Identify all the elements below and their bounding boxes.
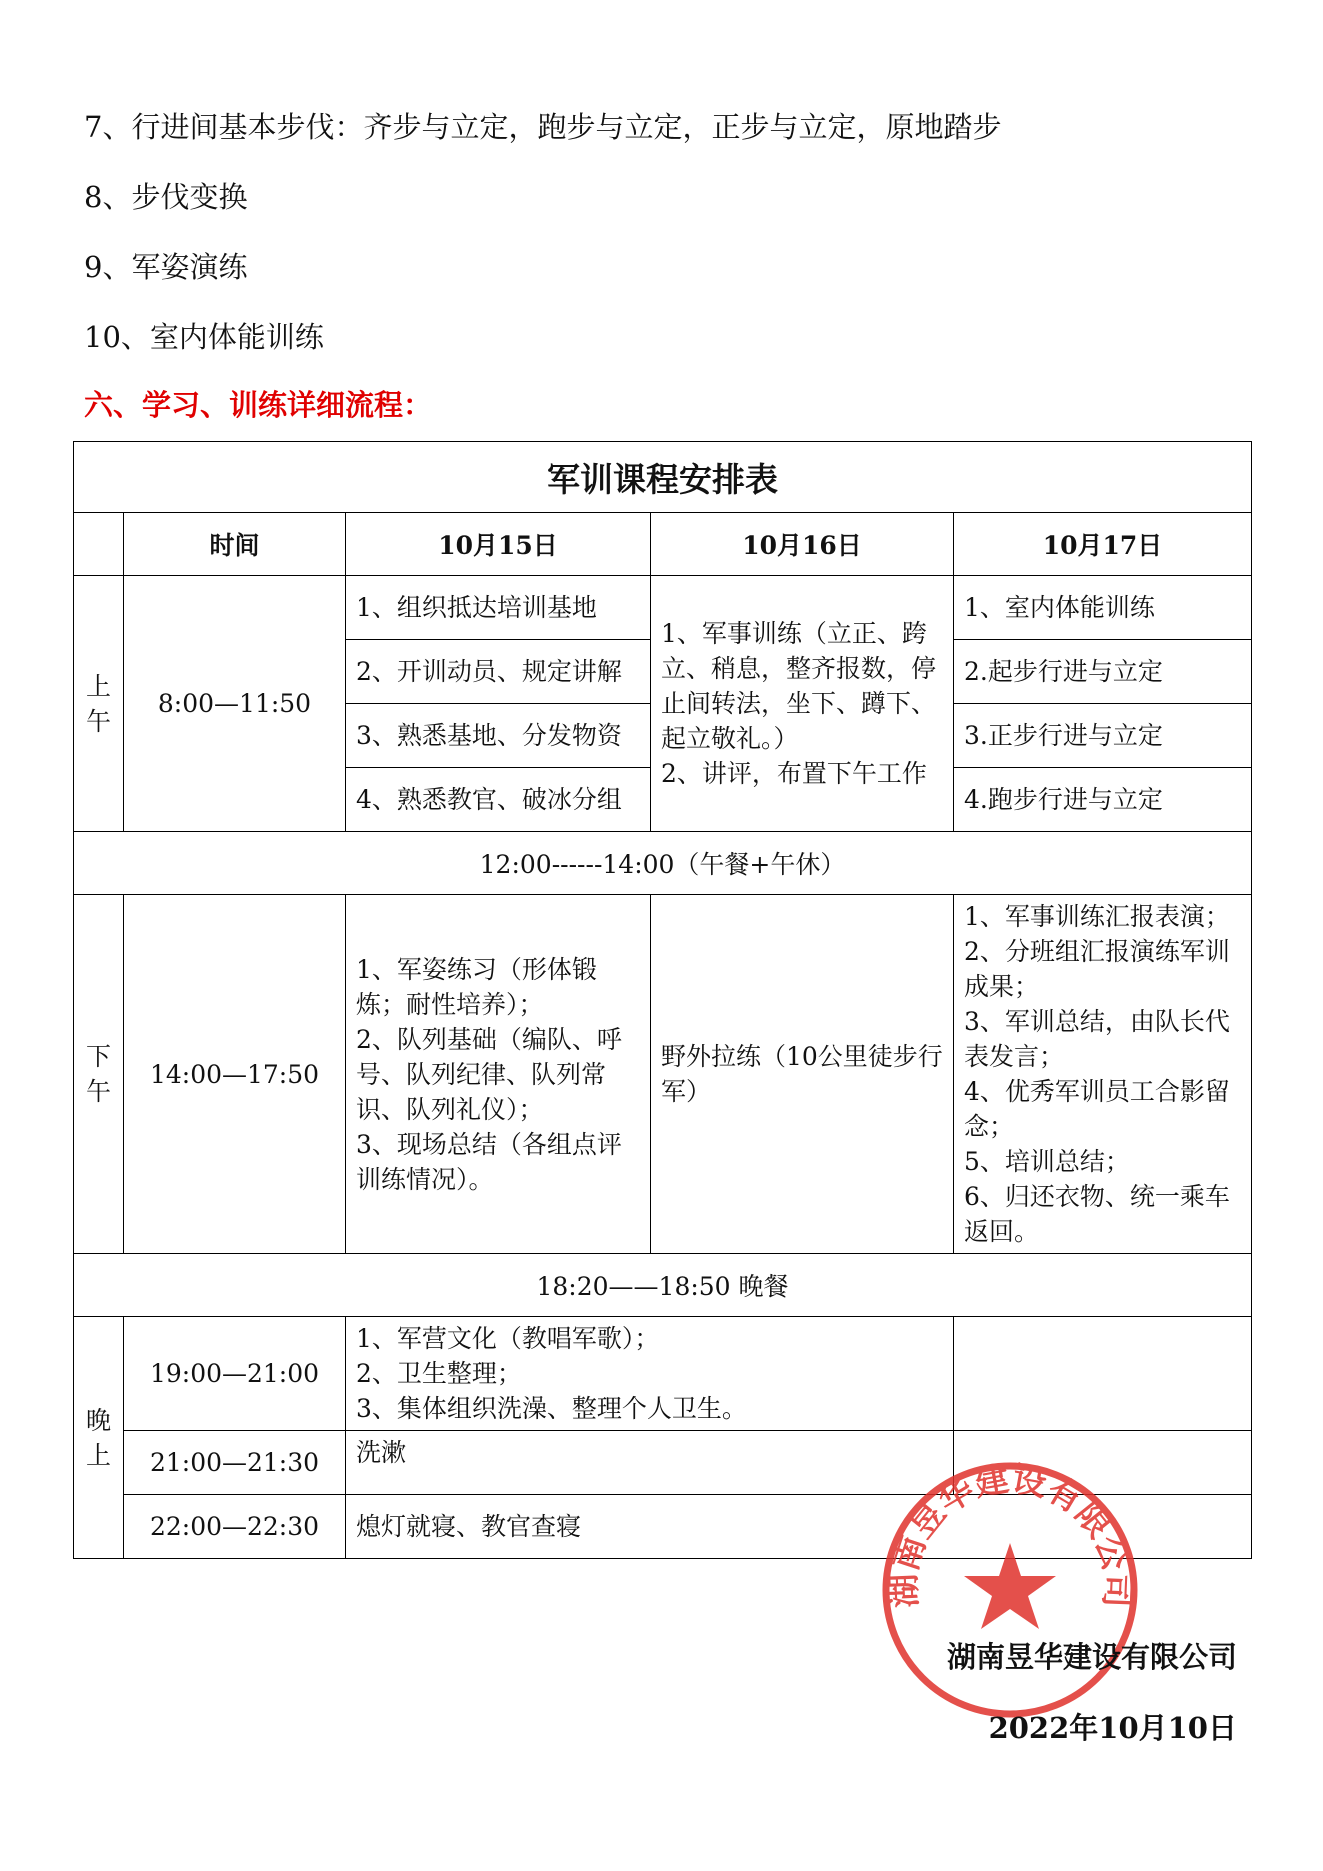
afternoon-day3-line: 6、归还衣物、统一乘车返回。 — [964, 1182, 1230, 1246]
time-evening: 21:00—21:30 — [124, 1431, 346, 1495]
seal-star-icon — [964, 1543, 1056, 1629]
company-seal — [878, 1458, 1143, 1723]
time-evening: 19:00—21:00 — [124, 1317, 346, 1431]
header-time: 时间 — [124, 513, 346, 576]
dinner-row: 18:20——18:50 晚餐 — [74, 1254, 1252, 1317]
period-evening: 晚上 — [74, 1317, 124, 1559]
evening-line: 2、卫生整理； — [356, 1359, 522, 1388]
list-item-7: 7、行进间基本步伐：齐步与立定，跑步与立定，正步与立定，原地踏步 — [84, 110, 1002, 144]
evening-line: 1、军营文化（教唱军歌）； — [356, 1324, 660, 1353]
morning-day3-item: 4.跑步行进与立定 — [954, 768, 1252, 832]
morning-day1-item: 1、组织抵达培训基地 — [346, 576, 651, 640]
afternoon-day3-cell — [954, 895, 1252, 1254]
morning-day2-line: 1、军事训练（立正、跨立、稍息，整齐报数，停止间转法，坐下、蹲下、起立敬礼。） — [661, 619, 937, 753]
time-evening: 22:00—22:30 — [124, 1495, 346, 1559]
time-morning: 8:00—11:50 — [124, 576, 346, 832]
afternoon-day3-line: 5、培训总结； — [964, 1147, 1130, 1176]
afternoon-day1-cell — [346, 895, 651, 1254]
morning-day3-item: 1、室内体能训练 — [954, 576, 1252, 640]
period-morning: 上午 — [74, 576, 124, 832]
table-title: 军训课程安排表 — [74, 442, 1252, 513]
time-afternoon: 14:00—17:50 — [124, 895, 346, 1254]
list-item-8: 8、步伐变换 — [84, 180, 248, 214]
afternoon-day1-line: 3、现场总结（各组点评训练情况）。 — [356, 1129, 622, 1194]
signature-company: 湖南昱华建设有限公司 — [946, 1640, 1237, 1674]
list-item-10: 10、室内体能训练 — [84, 320, 324, 354]
evening-row1-content — [346, 1317, 954, 1431]
morning-day1-item: 3、熟悉基地、分发物资 — [346, 704, 651, 768]
schedule-table — [73, 441, 1252, 1559]
evening-row1-day3 — [954, 1317, 1252, 1431]
signature-date: 2022年10月10日 — [988, 1711, 1237, 1745]
header-day1: 10月15日 — [346, 513, 651, 576]
morning-day1-item: 4、熟悉教官、破冰分组 — [346, 768, 651, 832]
seal-arc-text: 湖南昱华建设有限公司 — [883, 1459, 1138, 1609]
evening-row2-content: 洗漱 — [346, 1431, 954, 1495]
period-afternoon: 下午 — [74, 895, 124, 1254]
afternoon-day3-line: 2、分班组汇报演练军训成果； — [964, 937, 1230, 1001]
afternoon-day1-line: 2、队列基础（编队、呼号、队列纪律、队列常识、队列礼仪）； — [356, 1024, 622, 1124]
section-heading: 六、学习、训练详细流程： — [84, 388, 433, 422]
header-blank — [74, 513, 124, 576]
header-day3: 10月17日 — [954, 513, 1252, 576]
lunch-break-row: 12:00------14:00（午餐+午休） — [74, 832, 1252, 895]
afternoon-day1-line: 1、军姿练习（形体锻炼；耐性培养）； — [356, 954, 597, 1019]
morning-day2-line: 2、讲评，布置下午工作 — [661, 759, 927, 788]
evening-row3-content: 熄灯就寝、教官查寝 — [346, 1495, 1252, 1559]
evening-line: 3、集体组织洗澡、整理个人卫生。 — [356, 1394, 747, 1423]
header-day2: 10月16日 — [651, 513, 954, 576]
morning-day2-cell — [651, 576, 954, 832]
morning-day1-item: 2、开训动员、规定讲解 — [346, 640, 651, 704]
list-item-9: 9、军姿演练 — [84, 250, 248, 284]
morning-day3-item: 3.正步行进与立定 — [954, 704, 1252, 768]
afternoon-day2-cell: 野外拉练（10公里徒步行军） — [651, 895, 954, 1254]
afternoon-day3-line: 1、军事训练汇报表演； — [964, 902, 1230, 931]
afternoon-day3-line: 3、军训总结，由队长代表发言； — [964, 1007, 1230, 1071]
morning-day3-item: 2.起步行进与立定 — [954, 640, 1252, 704]
afternoon-day3-line: 4、优秀军训员工合影留念； — [964, 1077, 1230, 1141]
